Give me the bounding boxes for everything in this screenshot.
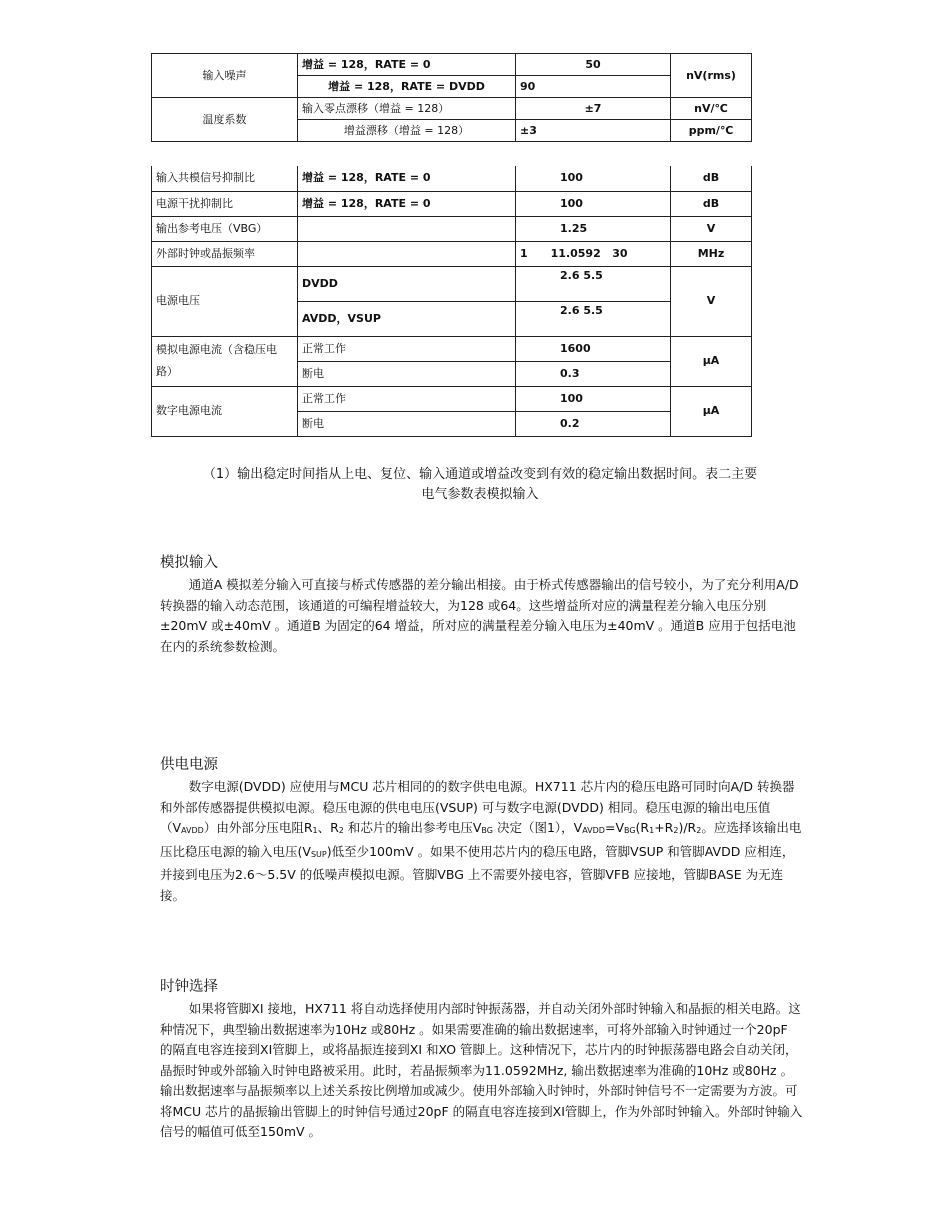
table-row (152, 266, 752, 301)
unit: nV(rms) (671, 54, 752, 98)
spec-table-2 (151, 166, 752, 437)
value: 0.2 (516, 411, 671, 436)
param-label: 模拟电源电流（含稳压电路） (152, 336, 298, 386)
section-power-supply (160, 754, 804, 906)
value: 1.25 (516, 216, 671, 241)
table-row (152, 386, 752, 411)
condition: 增益 = 128，RATE = 0 (298, 54, 516, 76)
condition: 断电 (298, 411, 516, 436)
section-body: 通道A 模拟差分输入可直接与桥式传感器的差分输出相接。由于桥式传感器输出的信号较小，为了充分利用A/D 转换器的输入动态范围，该通道的可编程增益较大，为128 或64。这些增益所对应的满量程差分输入电压分别±20mV 或±40mV 。通道B 为固定的64 增益，所对应的满量程差分输入电压为±40mV 。通道B 应用于包括电池在内的系统参数检测。 (160, 577, 799, 654)
value: 2.6 5.5 (516, 266, 671, 301)
condition: AVDD，VSUP (298, 301, 516, 336)
condition: 增益漂移（增益 = 128） (298, 120, 516, 142)
value: 100 (516, 191, 671, 216)
table-row (152, 166, 752, 191)
unit: V (671, 266, 752, 336)
param-label: 输出参考电压（VBG） (152, 216, 298, 241)
value: 50 (516, 54, 671, 76)
condition: 输入零点漂移（增益 = 128） (298, 98, 516, 120)
value: 100 (516, 386, 671, 411)
value: 100 (516, 166, 671, 191)
condition: 增益 = 128，RATE = 0 (298, 166, 516, 191)
table-row (152, 54, 752, 76)
caption-line: 电气参数表模拟输入 (421, 487, 539, 502)
section-title: 供电电源 (160, 757, 218, 773)
value: 2.6 5.5 (516, 301, 671, 336)
value: ±3 (516, 120, 671, 142)
param-label: 输入噪声 (152, 54, 298, 98)
value: 90 (516, 76, 671, 98)
condition: 增益 = 128，RATE = DVDD (298, 76, 516, 98)
param-label: 外部时钟或晶振频率 (152, 241, 298, 266)
spec-table-1 (151, 53, 752, 142)
unit: μA (671, 336, 752, 386)
value: 1 11.0592 30 (516, 241, 671, 266)
section-title: 模拟输入 (160, 555, 218, 571)
param-label: 温度系数 (152, 98, 298, 142)
condition (298, 241, 516, 266)
value: 0.3 (516, 361, 671, 386)
table-row (152, 241, 752, 266)
unit: μA (671, 386, 752, 436)
section-body: 如果将管脚XI 接地，HX711 将自动选择使用内部时钟振荡器，并自动关闭外部时钟输入和晶振的相关电路。这种情况下，典型输出数据速率为10Hz 或80Hz 。如果需要准确的输出数据速率，可将外部输入时钟通过一个20pF 的隔直电容连接到XI管脚上，或将晶振连接到XI 和XO 管脚上。这种情况下，芯片内的时钟振荡器电路会自动关闭，晶振时钟或外部输入时钟电路被采用。此时，若晶振频率为11.0592MHz, 输出数据速率为准确的10Hz 或80Hz 。输出数据速率与晶振频率以上述关系按比例增加或减少。使用外部输入时钟时，外部时钟信号不一定需要为方波。可将MCU 芯片的晶振输出管脚上的时钟信号通过20pF 的隔直电容连接到XI管脚上，作为外部时钟输入。外部时钟输入信号的幅值可低至150mV 。 (160, 1001, 803, 1139)
value: ±7 (516, 98, 671, 120)
param-label: 输入共模信号抑制比 (152, 166, 298, 191)
unit: ppm/℃ (671, 120, 752, 142)
unit: nV/℃ (671, 98, 752, 120)
param-label: 电源干扰抑制比 (152, 191, 298, 216)
section-analog-input (160, 552, 804, 657)
section-title: 时钟选择 (160, 979, 218, 995)
param-label: 数字电源电流 (152, 386, 298, 436)
table-row (152, 191, 752, 216)
unit: MHz (671, 241, 752, 266)
unit: dB (671, 191, 752, 216)
table-row (152, 216, 752, 241)
section-clock-select (160, 976, 804, 1143)
unit: V (671, 216, 752, 241)
condition: 正常工作 (298, 386, 516, 411)
param-label: 电源电压 (152, 266, 298, 336)
condition: 断电 (298, 361, 516, 386)
condition: 增益 = 128，RATE = 0 (298, 191, 516, 216)
condition (298, 216, 516, 241)
section-body: 数字电源(DVDD) 应使用与MCU 芯片相同的的数字供电电源。HX711 芯片内的稳压电路可同时向A/D 转换器和外部传感器提供模拟电源。稳压电源的供电电压(VSUP) 可与数字电源(DVDD) 相同。稳压电源的输出电压值$(V_{AVDD})$由外部分压电阻$R_1$、$R_2$ 和芯片的输出参考电压$V_{BG}$ 决定（图1），$V_{AVDD}=V_{BG}(R_1+R_2)/R_2$。应选择该输出电压比稳压电源的输入电压$(V_{SUP})$低至少100mV 。如果不使用芯片内的稳压电路，管脚VSUP 和管脚AVDD 应相连，并接到电压为2.6～5.5V 的低噪声模拟电源。管脚VBG 上不需要外接电容，管脚VFB 应接地，管脚BASE 为无连接。 (160, 779, 802, 903)
value: 1600 (516, 336, 671, 361)
condition: DVDD (298, 266, 516, 301)
table-row (152, 98, 752, 120)
unit: dB (671, 166, 752, 191)
condition: 正常工作 (298, 336, 516, 361)
table-row (152, 336, 752, 361)
table-caption (160, 465, 800, 505)
caption-line: （1）输出稳定时间指从上电、复位、输入通道或增益改变到有效的稳定输出数据时间。表二主要 (202, 467, 758, 482)
